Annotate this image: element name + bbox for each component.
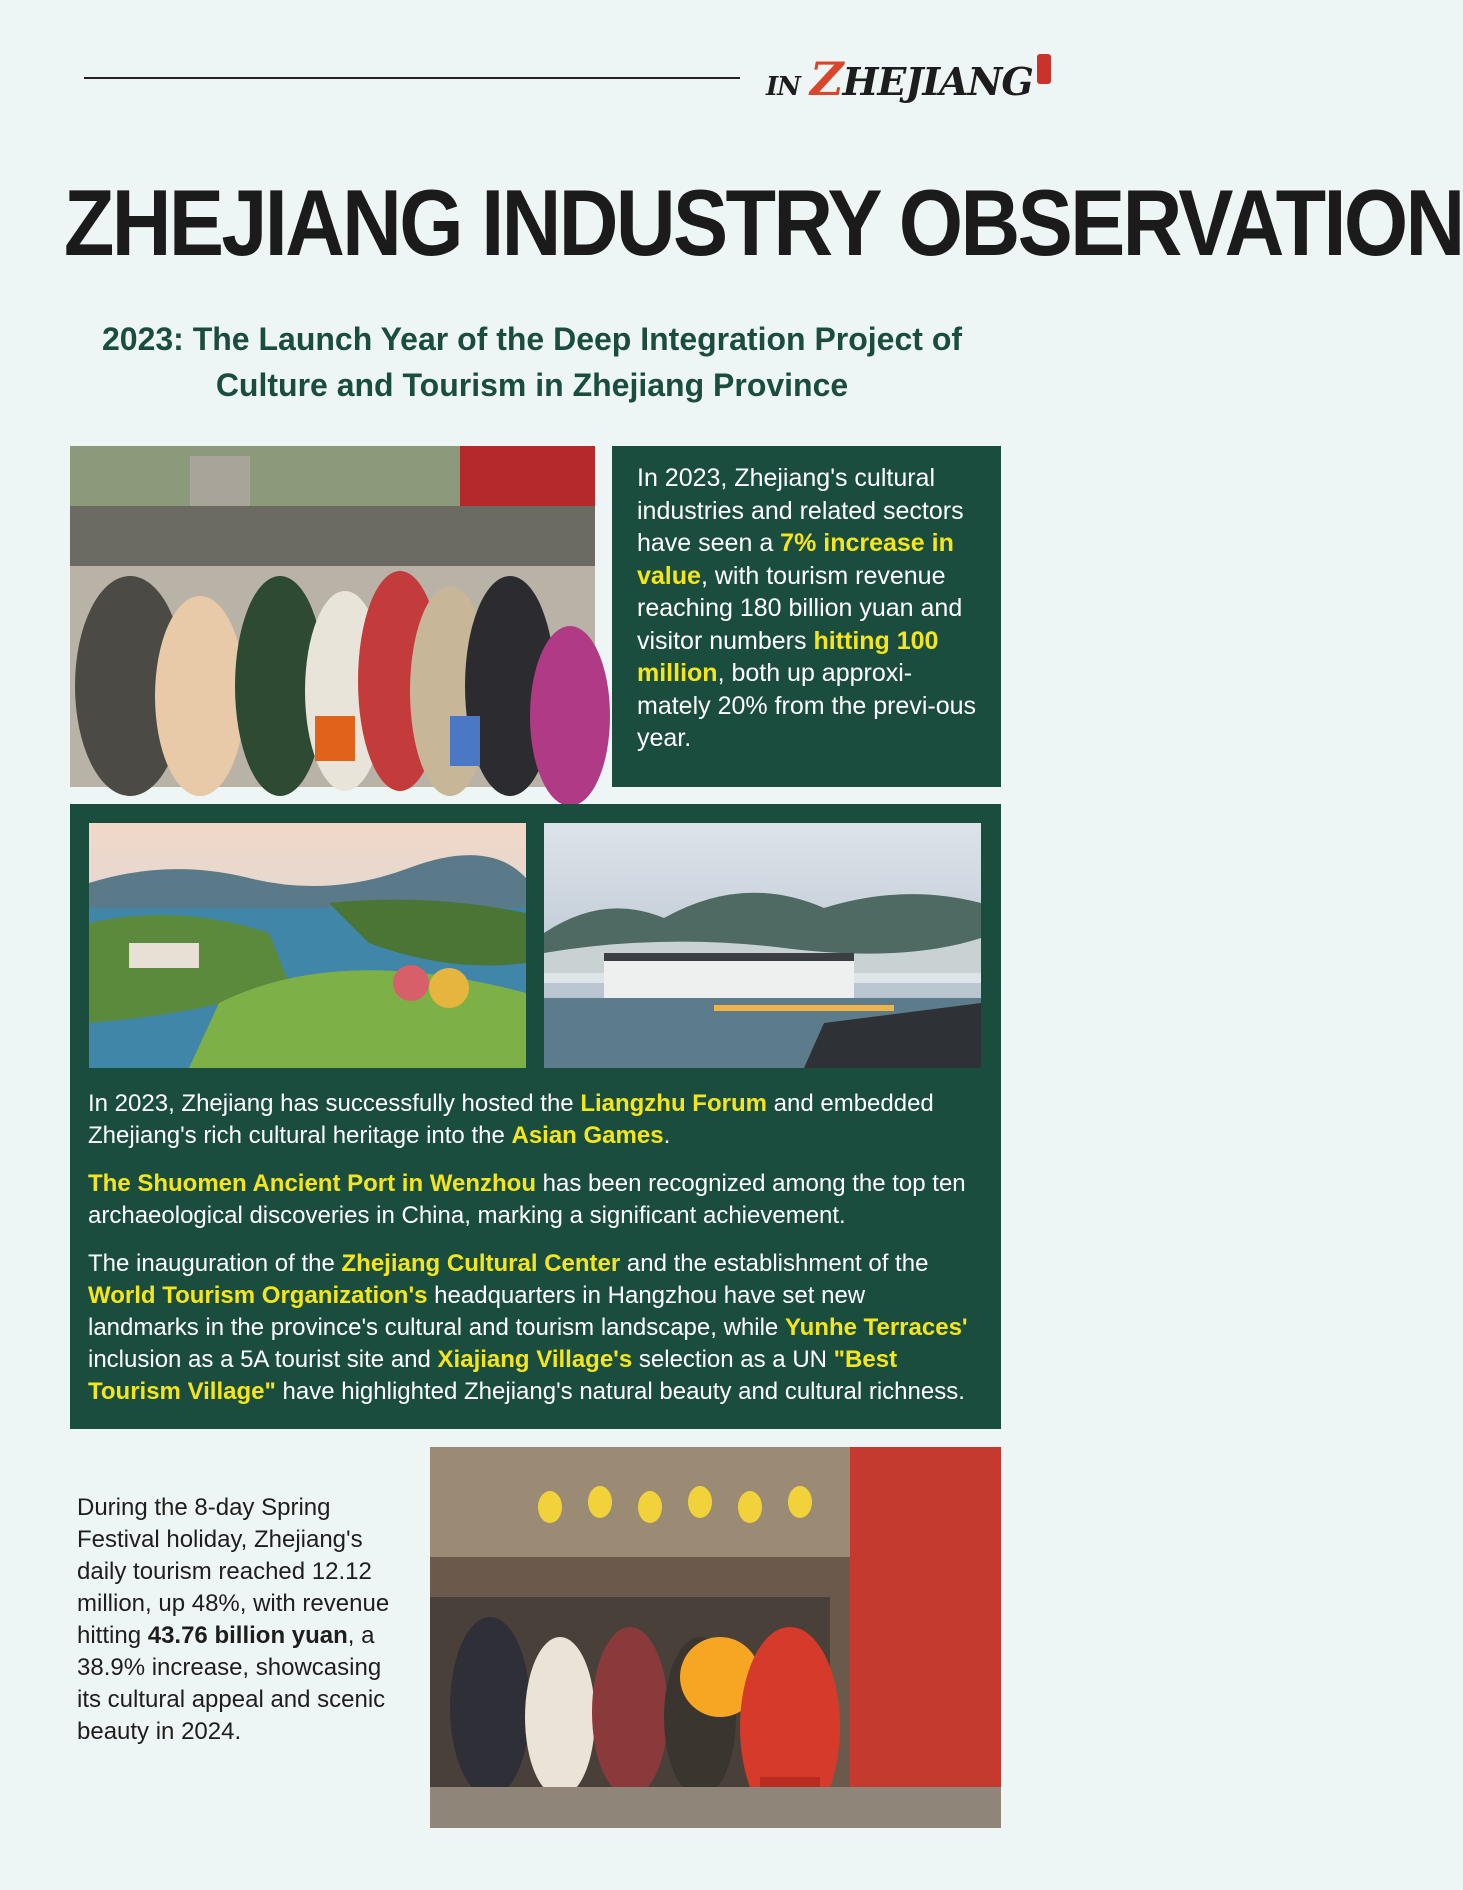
- brand-rest: HEJIANG: [842, 59, 1033, 104]
- highlight-cultural-center: Zhejiang Cultural Center: [341, 1250, 621, 1277]
- highlight-value-increase: 7% increase in value: [637, 529, 954, 590]
- highlight-shuomen-port: The Shuomen Ancient Port in Wenzhou: [88, 1170, 536, 1197]
- lake-balloons-photo: [89, 823, 526, 1068]
- paragraph-liangzhu: In 2023, Zhejiang has successfully hosted the Liangzhu Forum and embedded Zhejiang's rich cultural heritage into the Asian Games.: [88, 1090, 934, 1149]
- bold-revenue: 43.76 billion yuan: [147, 1622, 348, 1649]
- highlight-liangzhu-forum: Liangzhu Forum: [580, 1090, 767, 1117]
- spring-festival-text: During the 8-day Spring Festival holiday, Zhejiang's daily tourism reached 12.12 million, up 48%, with revenue hitting 43.76 billion yuan, a 38.9% increase, showcasing its cultural appeal and scenic beauty in 2024.: [77, 1494, 390, 1745]
- highlight-best-tourism-village: "Best Tourism Village": [88, 1346, 898, 1405]
- misty-village-photo: [544, 823, 981, 1068]
- page-title: ZHEJIANG INDUSTRY OBSERVATION: [63, 170, 1463, 275]
- highlight-xiajiang-village: Xiajiang Village's: [437, 1346, 633, 1373]
- highlight-asian-games: Asian Games: [511, 1122, 664, 1149]
- highlight-wto: World Tourism Organization's: [88, 1282, 428, 1309]
- page-subtitle: 2023: The Launch Year of the Deep Integration Project of Culture and Tourism in Zhejiang Province: [101, 321, 963, 403]
- highlight-visitor-numbers: hitting 100 million: [637, 626, 939, 687]
- brand-prefix: IN: [766, 72, 800, 102]
- header-rule: [84, 77, 740, 79]
- seal-icon: [1037, 54, 1051, 84]
- festival-performer-photo: [430, 1447, 1001, 1828]
- intro-stats-text: In 2023, Zhejiang's cultural industries and related sectors have seen a 7% increase in value, with tourism revenue reaching 180 billion yuan and visitor numbers hitting 100 million, both up approxi-mately 20% from the previ-ous year.: [637, 464, 977, 752]
- paragraph-shuomen: The Shuomen Ancient Port in Wenzhou has been recognized among the top ten archaeological discoveries in China, marking a significant achievement.: [88, 1170, 966, 1229]
- in-zhejiang-logo: [766, 52, 1051, 108]
- crowd-street-photo: [70, 446, 595, 787]
- paragraph-landmarks: The inauguration of the Zhejiang Cultural Center and the establishment of the World Tourism Organization's headquarters in Hangzhou have set new landmarks in the province's cultural and tourism landscape, while Yunhe Terraces' inclusion as a 5A tourist site and Xiajiang Village's selection as a UN "Best Tourism Village" have highlighted Zhejiang's natural beauty and cultural richness.: [88, 1250, 968, 1405]
- brand-first-letter: Z: [809, 52, 843, 106]
- highlight-yunhe-terraces: Yunhe Terraces': [784, 1314, 968, 1341]
